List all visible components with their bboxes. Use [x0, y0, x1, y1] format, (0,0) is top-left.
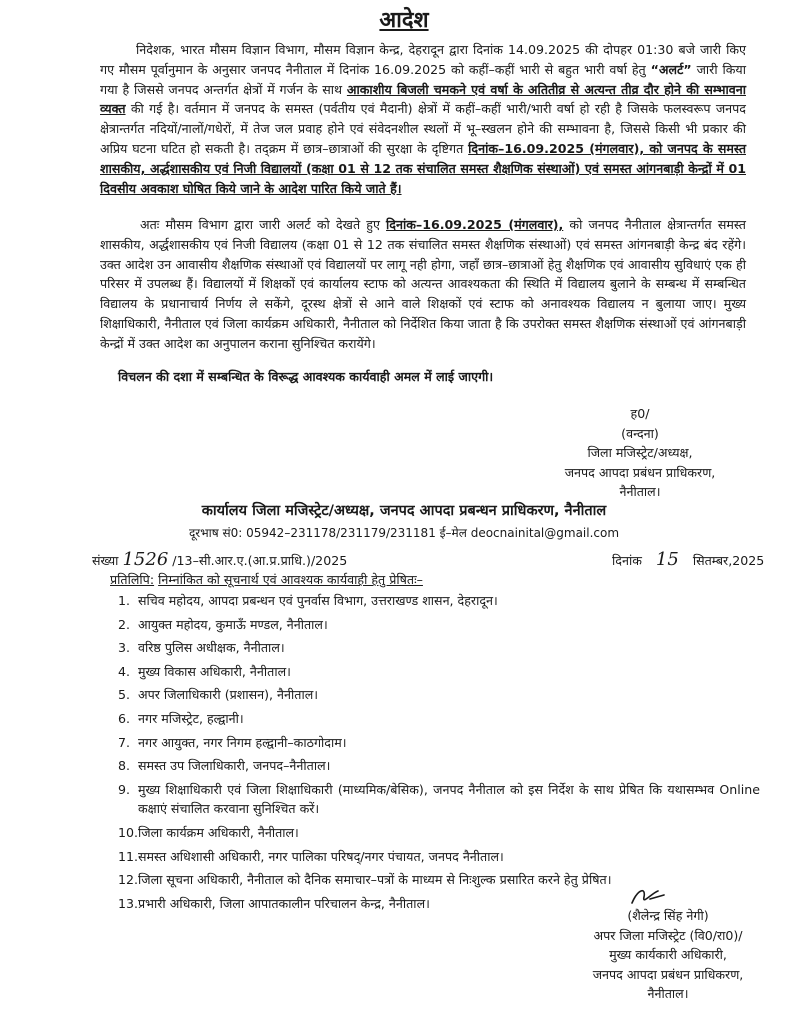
copy-heading [110, 571, 423, 588]
adm-authority: जनपद आपदा प्रबंधन प्राधिकरण, [592, 966, 744, 982]
order-paragraph-3: विचलन की दशा में सम्बन्धित के विरूद्ध आवश्यक कार्यवाही अमल में लाई जाएगी। [118, 369, 494, 384]
adm-ceo-title: मुख्य कार्यकारी अधिकारी, [609, 947, 727, 962]
alert-word: “अलर्ट” [650, 61, 692, 77]
copy-text: निम्नांकित को सूचनार्थ एवं आवश्यक कार्यवाही हेतु प्रेषितः– [158, 572, 423, 587]
list-item: 7. नगर आयुक्त, नगर निगम हल्द्वानी–काठगोदाम। [118, 734, 347, 750]
issue-date [612, 549, 764, 570]
phone-label: दूरभाष सं0: [188, 526, 243, 540]
list-item: 12. जिला सूचना अधिकारी, नैनीताल को दैनिक समाचार–पत्रों के माध्यम से निःशुल्क प्रसारित करने हेतु प्रेषित। [118, 872, 612, 888]
email-label: ई–मेल [439, 526, 467, 540]
list-item: 11. समस्त अधिशासी अधिकारी, नगर पालिका परिषद्/नगर पंचायत, जनपद नैनीताल। [118, 848, 504, 864]
office-header: कार्यालय जिला मजिस्ट्रेट/अध्यक्ष, जनपद आपदा प्रबन्धन प्राधिकरण, नैनीताल [201, 503, 607, 519]
adm-place: नैनीताल। [647, 986, 689, 1001]
date-handwritten-day: 15 [655, 549, 679, 570]
holiday-declaration-underlined: दिनांक–16.09.2025 (मंगलवार), को जनपद के समस्त शासकीय, अर्द्धशासकीय एवं निजी विद्यालयों (कक्षा 01 से 12 तक संचालित समस्त शैक्षणिक संस्थाओं) एवं समस्त आंगनबाड़ी केन्द्रों में 01 दिवसीय अवकाश घोषित किये जाने के आदेश पारित किये जाते हैं। [100, 140, 746, 196]
paragraph-1-part-1: निदेशक, भारत मौसम विज्ञान विभाग, मौसम विज्ञान केन्द्र, देहरादून द्वारा दिनांक 14.09.2025 की दोपहर 01:30 बजे जारी किए गए मौसम पूर्वानुमान के अनुसार जनपद नैनीताल में दिनांक 16.09.2025 को कहीं–कहीं भारी से बहुत भारी वर्षा हेतु [100, 42, 746, 77]
holiday-date-underlined: दिनांक–16.09.2025 (मंगलवार), [386, 217, 564, 232]
list-item: 9. मुख्य शिक्षाधिकारी एवं जिला शिक्षाधिकारी (माध्यमिक/बेसिक), जनपद नैनीताल को इस निर्देश के साथ प्रेषित कि यथासम्भव Online कक्षाएं संचालित करवाना सुनिश्चित करें। [118, 781, 760, 817]
paragraph-1-part-2: जारी किया गया है जिससे जनपद अन्तर्गत क्षेत्रों में गर्जन के साथ [100, 61, 746, 97]
dm-place: नैनीताल। [619, 484, 661, 499]
phone-numbers: 05942–231178/231179/231181 [246, 526, 436, 540]
adm-name: (शैलेन्द्र सिंह नेगी) [627, 908, 709, 923]
list-item: 6. नगर मजिस्ट्रेट, हल्द्वानी। [118, 710, 244, 726]
dm-signature-block [520, 404, 760, 502]
paragraph-1-part-3: की गई है। वर्तमान में जनपद के समस्त (पर्वतीय एवं मैदानी) क्षेत्रों में कहीं–कहीं भारी/भारी वर्षा हो रही है जिसके फलस्वरूप जनपद क्षेत्रान्तर्गत नदियों/नालों/गधेरों, में तेज जल प्रवाह होने एवं संवेदनशील स्थलों में भू–स्खलन होने की सम्भावना है, जिससे किसी भी प्रकार की अप्रिय घटना घटित हो सकती है। तद्क्रम में छात्र–छात्राओं की सुरक्षा के दृष्टिगत [100, 101, 746, 156]
dm-designation: जिला मजिस्ट्रेट/अध्यक्ष, [587, 445, 693, 460]
email-address: deocnainital@gmail.com [470, 526, 620, 540]
dm-name: (वन्दना) [621, 425, 659, 441]
recipient-list [110, 591, 760, 917]
list-item: 4. मुख्य विकास अधिकारी, नैनीताल। [118, 663, 291, 679]
paragraph-2-part-1: अतः मौसम विभाग द्वारा जारी अलर्ट को देखते हुए [140, 217, 380, 232]
order-paragraph-2 [100, 215, 746, 354]
date-month-year: सितम्बर,2025 [692, 553, 765, 568]
order-title: आदेश [379, 8, 429, 33]
adm-signature-block [548, 906, 788, 1004]
dm-authority: जनपद आपदा प्रबंधन प्राधिकरण, [564, 464, 716, 480]
list-item: 10. जिला कार्यक्रम अधिकारी, नैनीताल। [118, 824, 299, 840]
reference-label: संख्या [92, 553, 119, 568]
list-item: 2. आयुक्त महोदय, कुमाऊँ मण्डल, नैनीताल। [118, 616, 328, 632]
list-item: 1. सचिव महोदय, आपदा प्रबन्धन एवं पुनर्वास विभाग, उत्तराखण्ड शासन, देहरादून। [118, 593, 498, 608]
list-item: 13. प्रभारी अधिकारी, जिला आपातकालीन परिचालन केन्द्र, नैनीताल। [118, 895, 430, 911]
date-label: दिनांक [612, 553, 642, 568]
paragraph-2-part-2: को जनपद नैनीताल क्षेत्रान्तर्गत समस्त शासकीय, अर्द्धशासकीय एवं निजी विद्यालय (कक्षा 01 से 12 तक संचालित समस्त शैक्षणिक संस्थाओं) एवं समस्त आंगनबाड़ी केन्द्र बंद रहेंगे। उक्त आदेश उन आवासीय शैक्षणिक संस्थाओं एवं विद्यालयों पर लागू नही होगा, जहाँ छात्र–छात्राओं हेतु शैक्षणिक एवं आवासीय सुविधाएं एक ही परिसर में उपलब्ध हैं। विद्यालयों में शिक्षकों एवं कार्यालय स्टाफ को अत्यन्त आवश्यकता की स्थिति में विद्यालय बुलाने के सम्बन्ध में सम्बन्धित विद्यालय के प्रधानाचार्य निर्णय ले सकेंगे, दूरस्थ क्षेत्रों से आने वाले शिक्षकों एवं स्टाफ को अनावश्यक विद्यालय न बुलाया जाए। मुख्य शिक्षाधिकारी, नैनीताल एवं जिला कार्यक्रम अधिकारी, नैनीताल को निर्देशित किया जाता है कि उपरोक्त समस्त शैक्षणिक संस्थाओं एवं आंगनबाड़ी केन्द्रों में उक्त आदेश का अनुपालन कराना सुनिश्चित करायेंगे। [100, 217, 746, 351]
list-item: 8. समस्त उप जिलाधिकारी, जनपद–नैनीताल। [118, 758, 331, 774]
list-item: 5. अपर जिलाधिकारी (प्रशासन), नैनीताल। [118, 687, 319, 703]
list-item: 3. वरिष्ठ पुलिस अधीक्षक, नैनीताल। [118, 640, 285, 656]
order-paragraph-1 [100, 40, 746, 198]
copy-label: प्रतिलिपि: [110, 572, 155, 587]
reference-number [92, 549, 347, 570]
signed-mark: ह0/ [630, 406, 650, 421]
contact-line [0, 524, 808, 541]
reference-handwritten-number: 1526 [122, 549, 169, 570]
adm-designation: अपर जिला मजिस्ट्रेट (वि0/रा0)/ [593, 927, 743, 943]
lightning-warning-underlined: आकाशीय बिजली चमकने एवं वर्षा के अतितीव्र से अत्यन्त तीव्र दौर होने की सम्भावना व्यक्त [100, 81, 746, 117]
reference-suffix: /13–सी.आर.ए.(आ.प्र.प्राधि.)/2025 [172, 553, 348, 568]
